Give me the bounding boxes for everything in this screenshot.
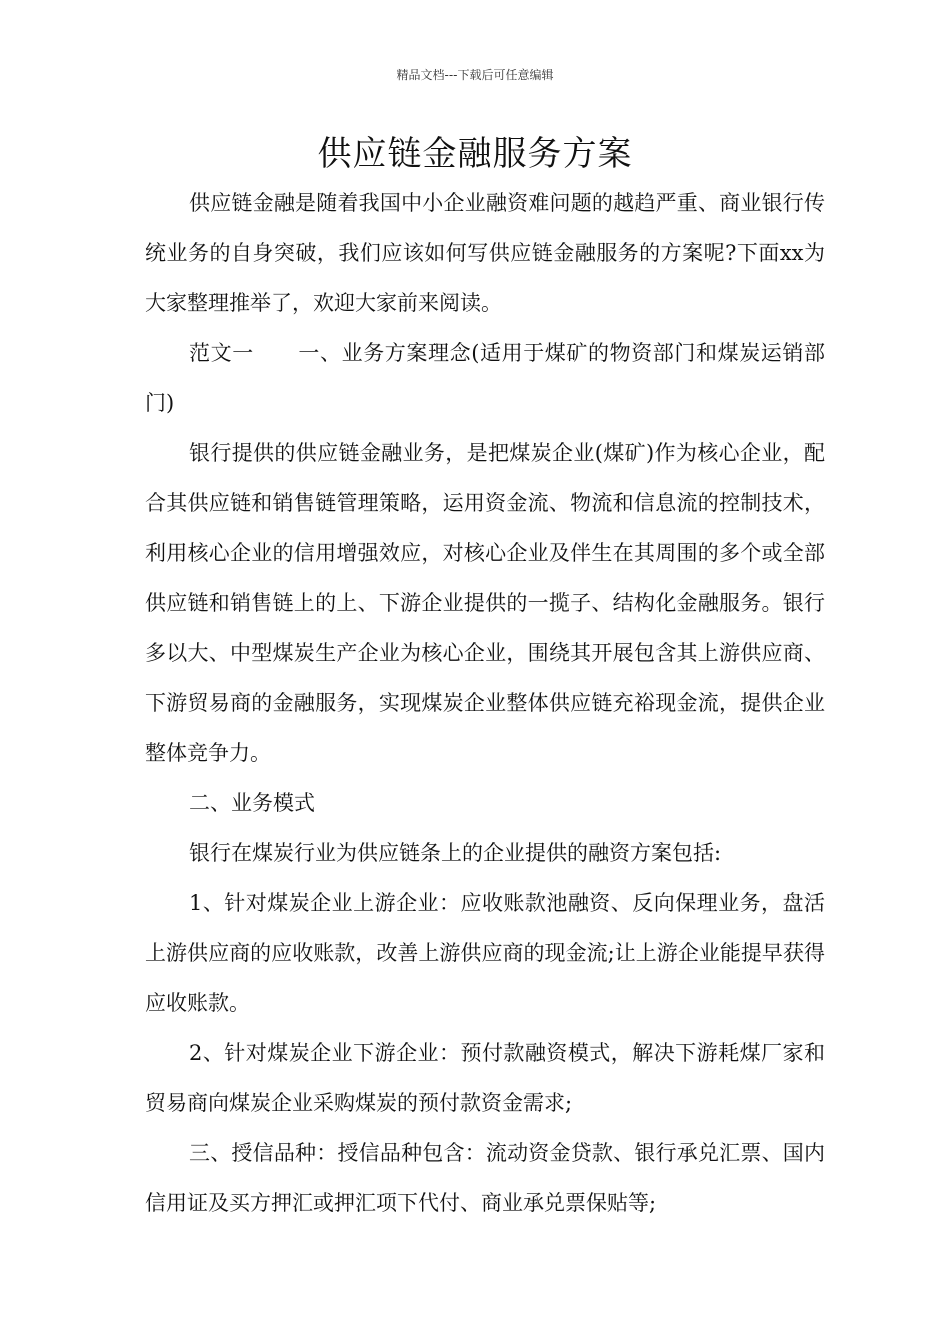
section1-heading-paragraph (145, 328, 825, 428)
document-body (145, 178, 825, 1228)
list-item-1: 1、针对煤炭企业上游企业：应收账款池融资、反向保理业务，盘活上游供应商的应收账款，改善上游供应商的现金流;让上游企业能提早获得应收账款。 (145, 891, 825, 1015)
list-item-2: 2、针对煤炭企业下游企业：预付款融资模式，解决下游耗煤厂家和贸易商向煤炭企业采购煤炭的预付款资金需求; (145, 1041, 825, 1115)
section1-heading: 一、业务方案理念(适用于煤矿的物资部门和煤炭运销部门) (145, 341, 826, 415)
document-title: 供应链金融服务方案 (317, 134, 633, 174)
section2-heading: 二、业务模式 (189, 791, 315, 815)
section1-body: 银行提供的供应链金融业务，是把煤炭企业(煤矿)作为核心企业，配合其供应链和销售链管理策略，运用资金流、物流和信息流的控制技术，利用核心企业的信用增强效应，对核心企业及伴生在其周围的多个或全部供应链和销售链上的上、下游企业提供的一揽子、结构化金融服务。银行多以大、中型煤炭生产企业为核心企业，围绕其开展包含其上游供应商、下游贸易商的金融服务，实现煤炭企业整体供应链充裕现金流，提供企业整体竞争力。 (145, 441, 825, 765)
sample-label: 范文一 (189, 341, 254, 365)
section2-intro: 银行在煤炭行业为供应链条上的企业提供的融资方案包括: (189, 841, 722, 865)
intro-paragraph: 供应链金融是随着我国中小企业融资难问题的越趋严重、商业银行传统业务的自身突破，我们应该如何写供应链金融服务的方案呢?下面xx为大家整理推举了，欢迎大家前来阅读。 (145, 191, 825, 315)
section3-paragraph: 三、授信品种：授信品种包含：流动资金贷款、银行承兑汇票、国内信用证及买方押汇或押汇项下代付、商业承兑票保贴等; (145, 1141, 825, 1215)
page-header: 精品文档---下载后可任意编辑 (396, 68, 554, 82)
